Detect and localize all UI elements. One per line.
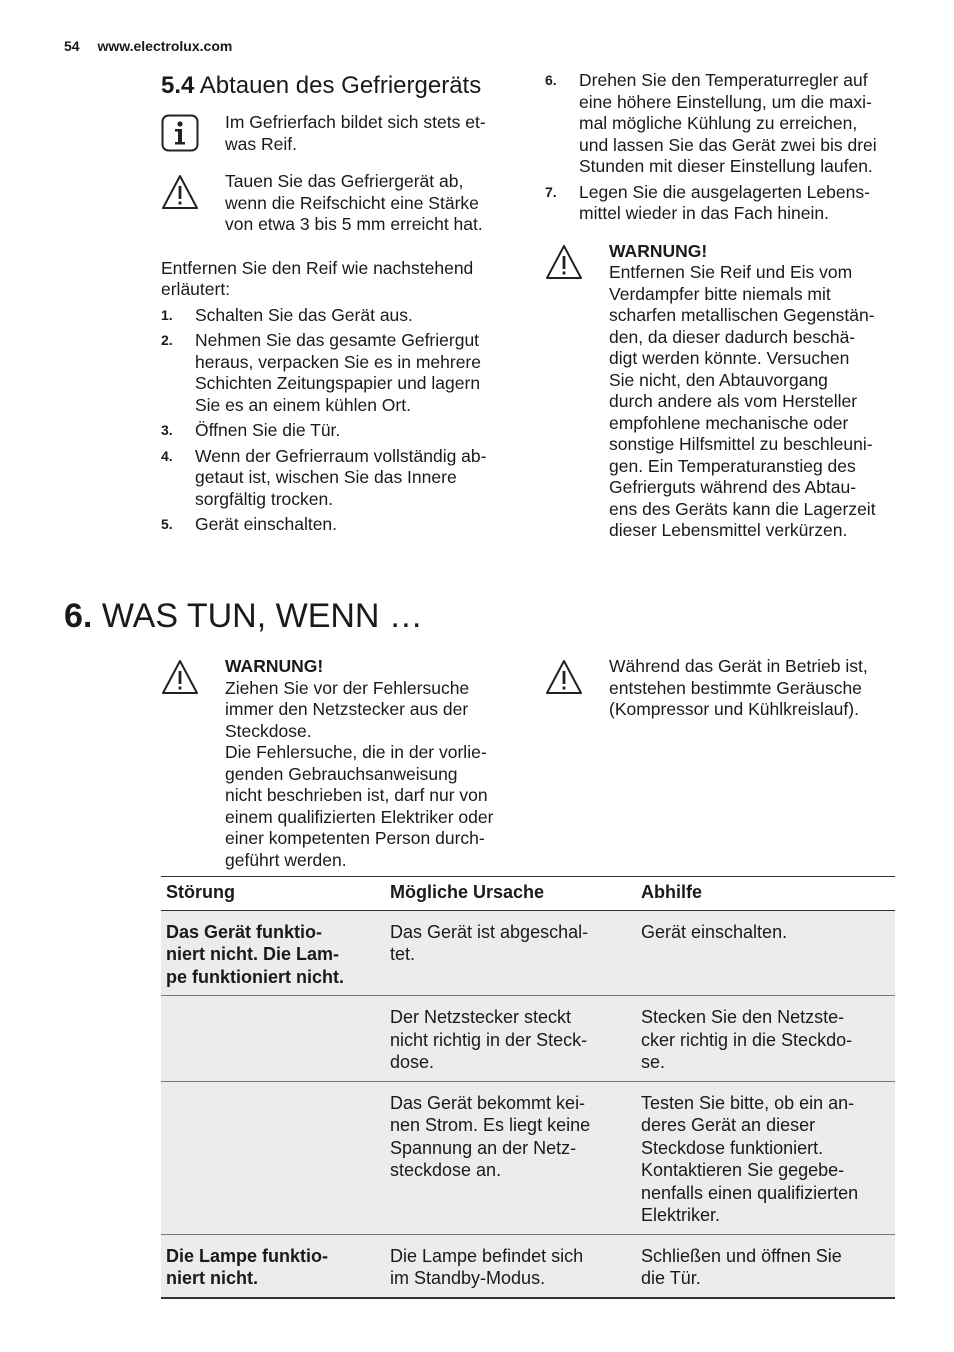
list-item: 5. Gerät einschalten. [161, 514, 511, 536]
chapter-title [64, 594, 423, 638]
steps-list-left [161, 305, 511, 536]
header-remedy: Abhilfe [636, 877, 895, 911]
text-line: Wenn der Gefrierraum vollständig ab- [195, 445, 487, 466]
text-line: getaut ist, wischen Sie das Innere [195, 467, 457, 487]
cause-cell [385, 996, 636, 1082]
fault-cell [161, 910, 385, 996]
list-item: 4. Wenn der Gefrierraum vollständig ab- getaut ist, wischen Sie das Innere sorgfältig trocken. [161, 446, 511, 511]
text-line: dieser Lebensmittel verkürzen. [609, 520, 848, 540]
warning-note [545, 241, 900, 542]
list-item: 6. Drehen Sie den Temperaturregler auf eine höhere Einstellung, um die maxi- mal mögliche Kühlung zu erreichen, und lassen Sie das Gerät zwei bis drei Stunden mit dieser Einstellung laufen. [545, 70, 900, 178]
text-line: scharfen metallischen Gegenstän- [609, 305, 875, 325]
troubleshooting-table [161, 876, 895, 1299]
text-line: Das Gerät ist abgeschal- [390, 921, 589, 942]
text-line: steckdose an. [390, 1160, 502, 1180]
page-header [64, 38, 232, 54]
text-line: nicht richtig in der Steck- [390, 1029, 588, 1050]
steps-list-right [545, 70, 900, 225]
text-line: entstehen bestimmte Geräusche [609, 677, 862, 698]
text-line: Legen Sie die ausgelagerten Lebens- [579, 181, 870, 202]
text-line: Kontaktieren Sie gegebe- [641, 1160, 845, 1180]
info-icon [161, 114, 199, 152]
table-row [161, 996, 895, 1082]
text-line: Testen Sie bitte, ob ein an- [641, 1092, 855, 1113]
warning-triangle-icon [161, 173, 199, 211]
cause-cell [385, 1081, 636, 1234]
chapter-caution-text [609, 656, 954, 721]
fault-cell [161, 1234, 385, 1298]
remedy-cell [636, 1234, 895, 1298]
text-line: im Standby-Modus. [390, 1268, 546, 1288]
text-line: Im Gefrierfach bildet sich stets et- [225, 112, 486, 132]
remedy-cell [636, 1081, 895, 1234]
text-line: Die Lampe funktio- [166, 1245, 329, 1266]
header-cause: Mögliche Ursache [385, 877, 636, 911]
text-line: dose. [390, 1052, 435, 1072]
text-line: geführt werden. [225, 849, 347, 870]
table-row [161, 1081, 895, 1234]
text-line: Die Fehlersuche, die in der vorlie- [225, 742, 487, 762]
text-line: empfohlene mechanische oder [609, 412, 849, 433]
text-line: Stecken Sie den Netzste- [641, 1007, 845, 1027]
text-line: Schalten Sie das Gerät aus. [195, 304, 413, 325]
chapter-caution-note [545, 656, 954, 721]
info-note [161, 112, 511, 155]
text-line: Während das Gerät in Betrieb ist, [609, 656, 868, 676]
text-line: Steckdose. [225, 720, 312, 741]
text-line: Elektriker. [641, 1205, 721, 1225]
chapter-title-text: WAS TUN, WENN … [101, 597, 423, 635]
text-line: den, da dieser dadurch beschä- [609, 326, 856, 347]
text-line: nen Strom. Es liegt keine [390, 1115, 591, 1135]
text-line: deres Gerät an dieser [641, 1115, 816, 1135]
warning-triangle-icon [545, 658, 583, 696]
text-line: Drehen Sie den Temperaturregler auf [579, 70, 868, 90]
chapter-warning-text [225, 678, 585, 872]
text-line: Entfernen Sie den Reif wie nachstehend [161, 257, 474, 278]
fault-cell [161, 1081, 385, 1234]
text-line: digt werden könnte. Versuchen [609, 348, 850, 368]
text-line: Tauen Sie das Gefriergerät ab, [225, 171, 464, 191]
text-line: immer den Netzstecker aus der [225, 699, 469, 719]
chapter-warning-note [161, 656, 585, 871]
text-line: eine höhere Einstellung, um die maxi- [579, 91, 872, 112]
website-url: www.electrolux.com [97, 38, 233, 54]
text-line: Schließen und öffnen Sie [641, 1245, 842, 1266]
header-fault: Störung [161, 877, 385, 911]
caution-note [161, 171, 511, 236]
remedy-cell [636, 910, 895, 996]
text-line: mal mögliche Kühlung zu erreichen, [579, 113, 858, 133]
text-line: gen. Ein Temperaturanstieg des [609, 455, 856, 476]
warning-title: WARNUNG! [609, 240, 708, 261]
text-line: Das Gerät bekommt kei- [390, 1092, 586, 1113]
right-column [545, 70, 900, 558]
intro-paragraph [161, 258, 511, 301]
text-line: tet. [390, 944, 416, 964]
text-line: Das Gerät funktio- [166, 921, 323, 942]
text-line: wenn die Reifschicht eine Stärke [225, 192, 479, 213]
section-title [161, 70, 511, 102]
text-line: Ziehen Sie vor der Fehlersuche [225, 677, 470, 698]
table-row [161, 910, 895, 996]
text-line: Entfernen Sie Reif und Eis vom [609, 262, 853, 282]
list-item: 7. Legen Sie die ausgelagerten Lebens- mittel wieder in das Fach hinein. [545, 182, 900, 225]
left-column [161, 70, 511, 540]
remedy-cell [636, 996, 895, 1082]
text-line: Schichten Zeitungspapier und lagern [195, 373, 481, 393]
list-item: 3. Öffnen Sie die Tür. [161, 420, 511, 442]
section-title-text: Abtauen des Gefriergeräts [199, 72, 482, 99]
text-line: durch andere als vom Hersteller [609, 391, 858, 411]
warning-text [609, 262, 900, 542]
warning-triangle-icon [161, 658, 199, 696]
text-line: Gerät einschalten. [195, 514, 338, 534]
chapter-number: 6. [64, 597, 93, 635]
text-line: einem qualifizierten Elektriker oder [225, 806, 494, 827]
text-line: Der Netzstecker steckt [390, 1007, 572, 1027]
text-line: ens des Geräts kann die Lagerzeit [609, 498, 876, 519]
cause-cell [385, 910, 636, 996]
table-header-row [161, 877, 895, 911]
chapter-warning-title: WARNUNG! [225, 656, 324, 676]
text-line: niert nicht. Die Lam- [166, 944, 340, 964]
text-line: Spannung an der Netz- [390, 1137, 577, 1158]
text-line: genden Gebrauchsanweisung [225, 763, 458, 784]
section-number: 5.4 [161, 72, 195, 99]
text-line: cker richtig in die Steckdo- [641, 1029, 853, 1050]
cause-cell [385, 1234, 636, 1298]
text-line: Stunden mit dieser Einstellung laufen. [579, 156, 873, 176]
text-line: pe funktioniert nicht. [166, 966, 344, 987]
text-line: Verdampfer bitte niemals mit [609, 283, 831, 304]
text-line: und lassen Sie das Gerät zwei bis drei [579, 134, 877, 155]
text-line: Steckdose funktioniert. [641, 1137, 824, 1158]
page-number: 54 [64, 38, 80, 54]
text-line: sorgfältig trocken. [195, 488, 334, 509]
text-line: Gefrierguts während des Abtau- [609, 477, 857, 497]
text-line: nenfalls einen qualifizierten [641, 1182, 859, 1203]
text-line: die Tür. [641, 1268, 701, 1288]
text-line: Sie es an einem kühlen Ort. [195, 394, 411, 415]
fault-cell [161, 996, 385, 1082]
text-line: Nehmen Sie das gesamte Gefriergut [195, 330, 480, 350]
list-item: 1. Schalten Sie das Gerät aus. [161, 305, 511, 327]
text-line: heraus, verpacken Sie es in mehrere [195, 351, 481, 372]
text-line: Die Lampe befindet sich [390, 1245, 584, 1266]
text-line: erläutert: [161, 279, 231, 299]
warning-triangle-icon [545, 243, 583, 281]
text-line: mittel wieder in das Fach hinein. [579, 203, 829, 223]
text-line: Sie nicht, den Abtauvorgang [609, 369, 828, 390]
text-line: einer kompetenten Person durch- [225, 828, 485, 848]
text-line: niert nicht. [166, 1268, 259, 1288]
caution-text [225, 171, 511, 236]
list-item: 2. Nehmen Sie das gesamte Gefriergut heraus, verpacken Sie es in mehrere Schichten Zeitungspapier und lagern Sie es an einem kühlen Ort. [161, 330, 511, 416]
text-line: sonstige Hilfsmittel zu beschleuni- [609, 434, 873, 454]
text-line: von etwa 3 bis 5 mm erreicht hat. [225, 214, 483, 234]
table-row [161, 1234, 895, 1298]
text-line: se. [641, 1052, 666, 1072]
info-text [225, 112, 511, 155]
text-line: was Reif. [225, 133, 297, 154]
text-line: nicht beschrieben ist, darf nur von [225, 785, 488, 805]
text-line: Gerät einschalten. [641, 921, 788, 942]
text-line: (Kompressor und Kühlkreislauf). [609, 699, 859, 719]
text-line: Öffnen Sie die Tür. [195, 420, 341, 440]
